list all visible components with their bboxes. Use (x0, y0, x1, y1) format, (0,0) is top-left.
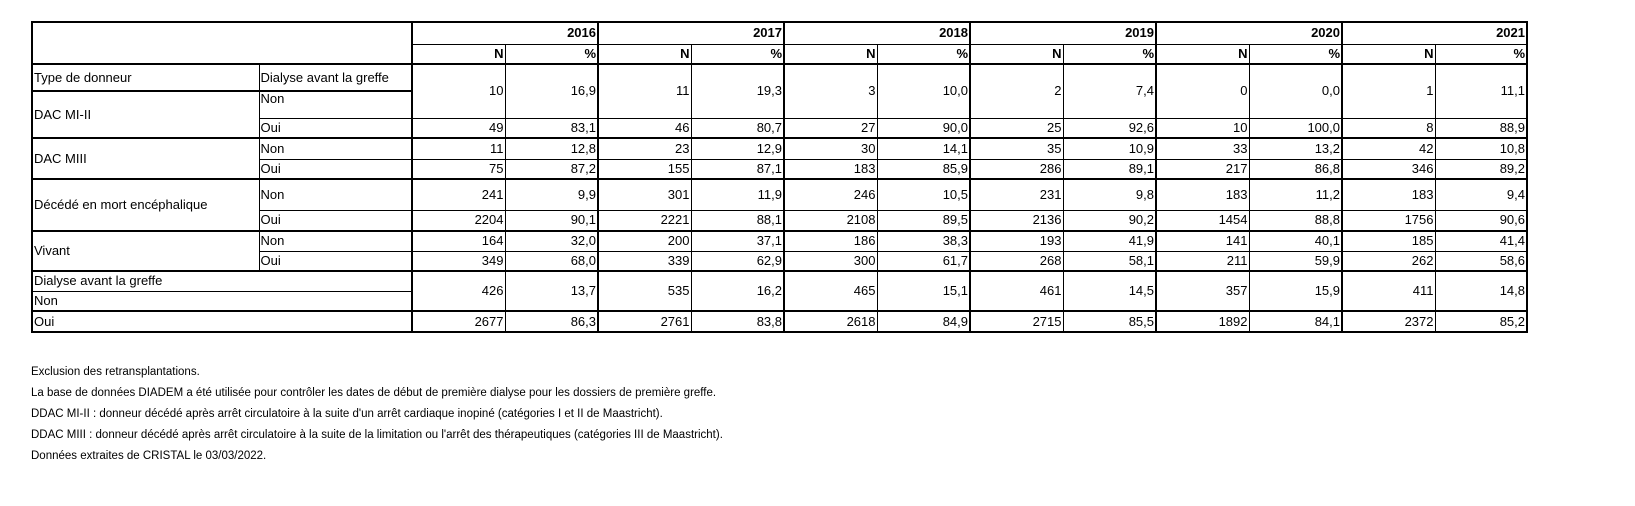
value-pct: 83,8 (691, 311, 784, 332)
value-pct: 13,2 (1249, 138, 1342, 159)
value-pct: 13,7 (505, 271, 598, 311)
sub-label: Oui (259, 251, 412, 271)
value-n: 183 (1156, 179, 1249, 210)
value-n: 2221 (598, 210, 691, 231)
value-pct: 10,5 (877, 179, 970, 210)
table-row (32, 138, 1527, 159)
col-pct-header: % (1063, 44, 1156, 64)
value-pct: 32,0 (505, 231, 598, 251)
value-pct: 90,0 (877, 118, 970, 138)
value-n: 200 (598, 231, 691, 251)
value-n: 461 (970, 271, 1063, 311)
value-n: 2372 (1342, 311, 1435, 332)
value-pct: 10,0 (877, 64, 970, 118)
value-n: 2136 (970, 210, 1063, 231)
value-pct: 10,9 (1063, 138, 1156, 159)
value-pct: 90,1 (505, 210, 598, 231)
value-pct: 59,9 (1249, 251, 1342, 271)
table-row (32, 179, 1527, 210)
col-pct-header: % (1249, 44, 1342, 64)
value-n: 3 (784, 64, 877, 118)
value-pct: 15,1 (877, 271, 970, 311)
value-pct: 61,7 (877, 251, 970, 271)
value-pct: 9,4 (1435, 179, 1527, 210)
value-pct: 11,1 (1435, 64, 1527, 118)
year-header: 2016 (412, 22, 598, 44)
value-pct: 92,6 (1063, 118, 1156, 138)
value-pct: 83,1 (505, 118, 598, 138)
value-n: 2677 (412, 311, 505, 332)
col-n-header: N (412, 44, 505, 64)
value-pct: 80,7 (691, 118, 784, 138)
footnote: DDAC MIII : donneur décédé après arrêt circulatoire à la suite de la limitation ou l'arrêt des thérapeutiques (catégories III de Maastricht). (31, 429, 723, 441)
value-n: 241 (412, 179, 505, 210)
value-pct: 37,1 (691, 231, 784, 251)
value-n: 349 (412, 251, 505, 271)
value-pct: 85,2 (1435, 311, 1527, 332)
value-pct: 41,4 (1435, 231, 1527, 251)
sub-label: Non (259, 91, 412, 118)
table-row (32, 231, 1527, 251)
sub-label: Non (259, 179, 412, 210)
table-row (32, 311, 1527, 332)
value-pct: 16,9 (505, 64, 598, 118)
year-header: 2018 (784, 22, 970, 44)
value-pct: 41,9 (1063, 231, 1156, 251)
dialyse-label: Dialyse avant la greffe (259, 64, 412, 91)
value-pct: 40,1 (1249, 231, 1342, 251)
value-n: 1756 (1342, 210, 1435, 231)
col-n-header: N (784, 44, 877, 64)
value-pct: 88,1 (691, 210, 784, 231)
value-n: 2204 (412, 210, 505, 231)
value-n: 0 (1156, 64, 1249, 118)
value-n: 11 (598, 64, 691, 118)
value-n: 186 (784, 231, 877, 251)
value-pct: 68,0 (505, 251, 598, 271)
value-n: 25 (970, 118, 1063, 138)
footnote: La base de données DIADEM a été utilisée pour contrôler les dates de début de première dialyse pour les dossiers de première greffe. (31, 387, 717, 399)
value-n: 193 (970, 231, 1063, 251)
col-pct-header: % (691, 44, 784, 64)
transplant-data-table (31, 21, 1528, 333)
value-n: 346 (1342, 159, 1435, 179)
value-pct: 58,6 (1435, 251, 1527, 271)
group-label: Décédé en mort encéphalique (32, 179, 259, 231)
value-pct: 89,5 (877, 210, 970, 231)
value-n: 23 (598, 138, 691, 159)
value-n: 10 (1156, 118, 1249, 138)
value-n: 2108 (784, 210, 877, 231)
value-pct: 9,9 (505, 179, 598, 210)
value-n: 1892 (1156, 311, 1249, 332)
value-n: 185 (1342, 231, 1435, 251)
value-pct: 10,8 (1435, 138, 1527, 159)
value-n: 465 (784, 271, 877, 311)
value-pct: 85,9 (877, 159, 970, 179)
value-n: 1 (1342, 64, 1435, 118)
value-pct: 86,3 (505, 311, 598, 332)
sub-label: Oui (259, 118, 412, 138)
type-donneur-label: Type de donneur (32, 64, 259, 91)
table-row (32, 271, 1527, 291)
value-pct: 11,9 (691, 179, 784, 210)
group-label: DAC MI-II (32, 91, 259, 138)
value-n: 211 (1156, 251, 1249, 271)
value-n: 268 (970, 251, 1063, 271)
col-pct-header: % (877, 44, 970, 64)
footnote: Exclusion des retransplantations. (31, 366, 200, 378)
value-pct: 87,1 (691, 159, 784, 179)
value-pct: 14,1 (877, 138, 970, 159)
value-n: 217 (1156, 159, 1249, 179)
value-n: 49 (412, 118, 505, 138)
sub-label: Oui (259, 159, 412, 179)
dialyse-oui-label: Oui (32, 311, 412, 332)
value-pct: 90,2 (1063, 210, 1156, 231)
col-pct-header: % (1435, 44, 1527, 64)
value-n: 300 (784, 251, 877, 271)
value-pct: 58,1 (1063, 251, 1156, 271)
value-pct: 12,8 (505, 138, 598, 159)
corner-cell (32, 22, 412, 64)
value-n: 141 (1156, 231, 1249, 251)
table-row (32, 64, 1527, 91)
value-pct: 88,9 (1435, 118, 1527, 138)
value-pct: 89,1 (1063, 159, 1156, 179)
value-n: 46 (598, 118, 691, 138)
value-n: 535 (598, 271, 691, 311)
dialyse-block-title: Dialyse avant la greffe (32, 271, 412, 291)
value-n: 2 (970, 64, 1063, 118)
value-pct: 38,3 (877, 231, 970, 251)
value-n: 10 (412, 64, 505, 118)
sub-label: Oui (259, 210, 412, 231)
value-pct: 85,5 (1063, 311, 1156, 332)
value-n: 357 (1156, 271, 1249, 311)
value-n: 11 (412, 138, 505, 159)
footnote: Données extraites de CRISTAL le 03/03/2022. (31, 450, 267, 462)
value-n: 183 (1342, 179, 1435, 210)
table-row (32, 22, 1527, 44)
year-header: 2020 (1156, 22, 1342, 44)
value-n: 30 (784, 138, 877, 159)
value-n: 164 (412, 231, 505, 251)
col-n-header: N (970, 44, 1063, 64)
value-n: 27 (784, 118, 877, 138)
value-pct: 86,8 (1249, 159, 1342, 179)
value-pct: 88,8 (1249, 210, 1342, 231)
value-n: 286 (970, 159, 1063, 179)
col-n-header: N (1156, 44, 1249, 64)
value-n: 1454 (1156, 210, 1249, 231)
value-pct: 62,9 (691, 251, 784, 271)
year-header: 2017 (598, 22, 784, 44)
value-pct: 11,2 (1249, 179, 1342, 210)
value-pct: 7,4 (1063, 64, 1156, 118)
value-n: 426 (412, 271, 505, 311)
value-pct: 90,6 (1435, 210, 1527, 231)
value-pct: 84,1 (1249, 311, 1342, 332)
value-pct: 14,5 (1063, 271, 1156, 311)
value-n: 42 (1342, 138, 1435, 159)
value-pct: 89,2 (1435, 159, 1527, 179)
value-n: 231 (970, 179, 1063, 210)
sub-label: Non (259, 138, 412, 159)
sub-label: Non (259, 231, 412, 251)
value-pct: 12,9 (691, 138, 784, 159)
year-header: 2021 (1342, 22, 1527, 44)
value-pct: 87,2 (505, 159, 598, 179)
value-n: 75 (412, 159, 505, 179)
value-n: 2715 (970, 311, 1063, 332)
value-n: 35 (970, 138, 1063, 159)
group-label: Vivant (32, 231, 259, 271)
value-pct: 14,8 (1435, 271, 1527, 311)
col-n-header: N (1342, 44, 1435, 64)
value-n: 33 (1156, 138, 1249, 159)
value-n: 183 (784, 159, 877, 179)
value-n: 339 (598, 251, 691, 271)
value-pct: 84,9 (877, 311, 970, 332)
value-pct: 16,2 (691, 271, 784, 311)
value-n: 262 (1342, 251, 1435, 271)
col-pct-header: % (505, 44, 598, 64)
value-n: 8 (1342, 118, 1435, 138)
value-pct: 100,0 (1249, 118, 1342, 138)
value-n: 2618 (784, 311, 877, 332)
value-n: 301 (598, 179, 691, 210)
value-pct: 0,0 (1249, 64, 1342, 118)
col-n-header: N (598, 44, 691, 64)
value-pct: 15,9 (1249, 271, 1342, 311)
value-n: 246 (784, 179, 877, 210)
footnotes (31, 362, 723, 467)
year-header: 2019 (970, 22, 1156, 44)
footnote: DDAC MI-II : donneur décédé après arrêt circulatoire à la suite d'un arrêt cardiaque inopiné (catégories I et II de Maastricht). (31, 408, 663, 420)
dialyse-non-label: Non (32, 291, 412, 311)
value-pct: 19,3 (691, 64, 784, 118)
value-n: 411 (1342, 271, 1435, 311)
group-label: DAC MIII (32, 138, 259, 179)
value-pct: 9,8 (1063, 179, 1156, 210)
value-n: 2761 (598, 311, 691, 332)
value-n: 155 (598, 159, 691, 179)
